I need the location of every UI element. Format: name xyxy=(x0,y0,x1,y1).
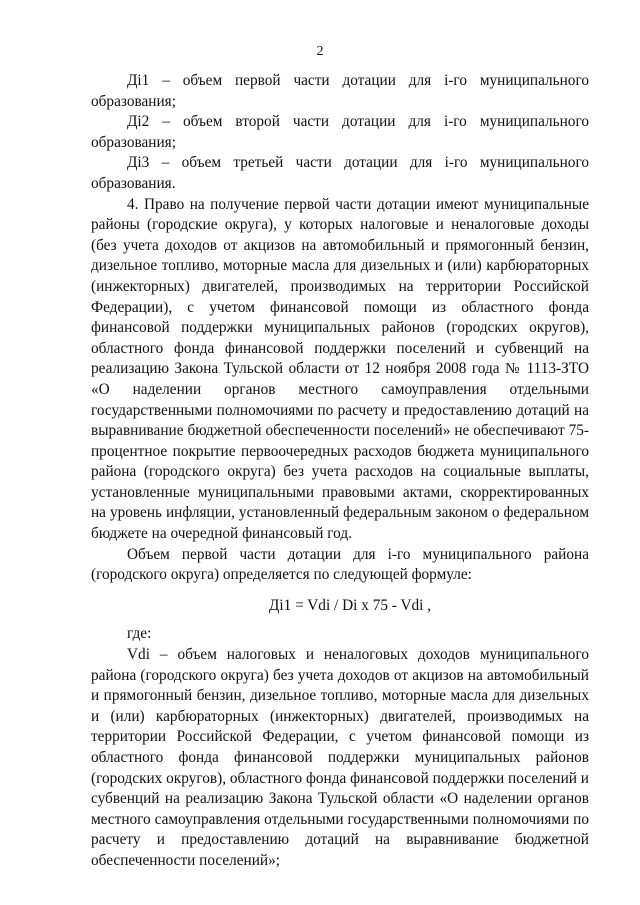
definition-vdi: Vdi – объем налоговых и неналоговых доходов муниципального района (городского округа) без учета доходов от акцизов на автомобильный и прямогонный бензин, дизельное топливо, моторные масла для дизельных и (или) карбюраторных (инжекторных) двигателей, производимых на территории Российской Федерации, с учетом финансовой помощи из областного фонда финансовой поддержки муниципальных районов (городских округов), областного фонда финансовой поддержки поселений и субвенций на реализацию Закона Тульской области «О наделении органов местного самоуправления отдельными государственными полномочиями по расчету и предоставлению дотаций на выравнивание бюджетной обеспеченности поселений»; xyxy=(91,646,589,869)
definition-di2: Дi2 – объем второй части дотации для i-го муниципального образования; xyxy=(91,113,589,151)
document-body xyxy=(91,71,589,872)
formula: Дi1 = Vdi / Di x 75 - Vdi , xyxy=(268,596,432,614)
page-number: 2 xyxy=(316,44,324,59)
paragraph-4: 4. Право на получение первой части дотации имеют муниципальные районы (городские округа), у которых налоговые и неналоговые доходы (без учета доходов от акцизов на автомобильный и прямогонный бензин, дизельное топливо, моторные масла для дизельных и (или) карбюраторных (инжекторных) двигателей, производимых на территории Российской Федерации), с учетом финансовой помощи из областного фонда финансовой поддержки муниципальных районов (городских округов), областного фонда финансовой поддержки поселений и субвенций на реализацию Закона Тульской области от 12 ноября 2008 года № 1113-ЗТО «О наделении органов местного самоуправления отдельными государственными полномочиями по расчету и предоставлению дотаций на выравнивание бюджетной обеспеченности поселений» не обеспечивают 75-процентное покрытие первоочередных расходов бюджета муниципального района (городского округа) без учета расходов на социальные выплаты, установленные муниципальными правовыми актами, скорректированных на уровень инфляции, установленный федеральным законом о федеральном бюджете на очередной финансовый год. xyxy=(91,195,589,543)
where-label: где: xyxy=(127,625,152,643)
definition-di3: Дi3 – объем третьей части дотации для i-го муниципального образования. xyxy=(91,154,589,192)
definition-di1: Дi1 – объем первой части дотации для i-го муниципального образования; xyxy=(91,72,589,110)
formula-intro: Объем первой части дотации для i-го муниципального района (городского округа) определяется по следующей формуле: xyxy=(91,545,589,584)
